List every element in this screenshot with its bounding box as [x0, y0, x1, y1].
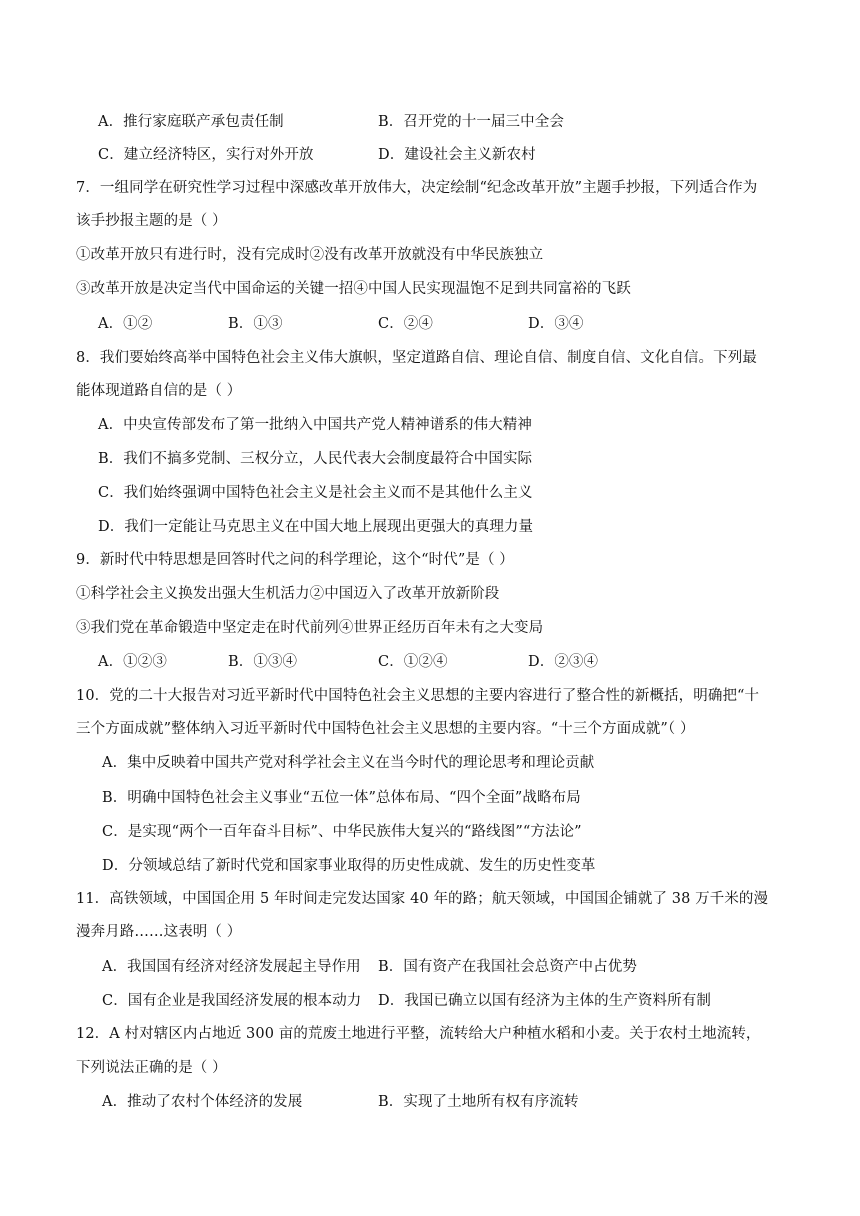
- q10-option-b: [76, 787, 796, 809]
- q11-option-d: D．我国已确立以国有经济为主体的生产资料所有制: [378, 993, 711, 1009]
- q9-statement-line-1: ①科学社会主义换发出强大生机活力②中国迈入了改革开放新阶段: [76, 586, 500, 602]
- q10-option-d: [76, 855, 796, 877]
- q12-option-b: B．实现了土地所有权有序流转: [378, 1094, 579, 1110]
- q8-stem-line-2: 能体现道路自信的是（ ）: [76, 383, 242, 399]
- q10-option-a-text: A．集中反映着中国共产党对科学社会主义在当今时代的理论思考和理论贡献: [102, 755, 595, 771]
- q9-option-c: C．①②④: [378, 654, 448, 670]
- q6-option-c: C．建立经济特区，实行对外开放: [98, 147, 314, 163]
- q7-option-a: A．①②: [98, 316, 153, 332]
- q6-option-d: D．建设社会主义新农村: [378, 147, 536, 163]
- q7-statement-line-2: ③改革开放是决定当代中国命运的关键一招④中国人民实现温饱不足到共同富裕的飞跃: [76, 281, 631, 297]
- q11-stem-line-2: 漫奔月路……这表明（ ）: [76, 924, 242, 940]
- q9-statement-line-2: ③我们党在革命锻造中坚定走在时代前列④世界正经历百年未有之大变局: [76, 620, 544, 636]
- q10-option-a: [76, 752, 796, 774]
- q9-option-b: B．①③④: [228, 654, 298, 670]
- q12-option-a: A．推动了农村个体经济的发展: [102, 1094, 303, 1110]
- q8-option-a: [76, 414, 796, 436]
- q8-stem-line-1: 8．我们要始终高举中国特色社会主义伟大旗帜，坚定道路自信、理论自信、制度自信、文化自信。下列最: [76, 350, 757, 366]
- q12-stem-line-1: 12．A 村对辖区内占地近 300 亩的荒废土地进行平整，流转给大户种植水稻和小麦。关于农村土地流转，: [76, 1026, 761, 1042]
- q10-option-b-text: B．明确中国特色社会主义事业“五位一体”总体布局、“四个全面”战略布局: [102, 790, 581, 806]
- q6-option-b: B．召开党的十一届三中全会: [378, 114, 564, 130]
- q12-stem-line-2: 下列说法正确的是（ ）: [76, 1060, 227, 1076]
- q8-option-d-text: D．我们一定能让马克思主义在中国大地上展现出更强大的真理力量: [98, 519, 534, 535]
- q10-option-d-text: D．分领域总结了新时代党和国家事业取得的历史性成就、发生的历史性变革: [102, 858, 596, 874]
- q9-stem-line-1: 9．新时代中特思想是回答时代之问的科学理论，这个“时代”是（ ）: [76, 552, 514, 568]
- q11-option-a: A．我国国有经济对经济发展起主导作用: [102, 959, 361, 975]
- q11-options-row-1: [76, 956, 796, 978]
- q8-option-a-text: A．中央宣传部发布了第一批纳入中国共产党人精神谱系的伟大精神: [98, 417, 532, 433]
- q9-option-a: A．①②③: [98, 654, 167, 670]
- q11-option-c: C．国有企业是我国经济发展的根本动力: [102, 993, 362, 1009]
- q6-options-row-1: [76, 111, 796, 133]
- q6-options-row-2: [76, 144, 796, 166]
- q8-option-b-text: B．我们不搞多党制、三权分立，人民代表大会制度最符合中国实际: [98, 451, 533, 467]
- q7-option-c: C．②④: [378, 316, 433, 332]
- q7-option-d: D．③④: [528, 316, 584, 332]
- q8-option-d: [76, 516, 796, 538]
- q10-stem-line-1: 10．党的二十大报告对习近平新时代中国特色社会主义思想的主要内容进行了整合性的新概括，明确把“十: [76, 688, 760, 704]
- q8-option-c: [76, 482, 796, 504]
- q7-statement-line-1: ①改革开放只有进行时，没有完成时②没有改革开放就没有中华民族独立: [76, 247, 544, 263]
- q7-option-b: B．①③: [228, 316, 283, 332]
- q6-option-a: A．推行家庭联产承包责任制: [98, 114, 284, 130]
- q10-option-c: [76, 821, 796, 843]
- q7-stem-line-1: 7．一组同学在研究性学习过程中深感改革开放伟大，决定绘制“纪念改革开放”主题手抄报，下列适合作为: [76, 180, 758, 196]
- q11-options-row-2: [76, 990, 796, 1012]
- q7-stem-line-2: 该手抄报主题的是（ ）: [76, 213, 227, 229]
- q12-options-row-1: [76, 1091, 796, 1113]
- q9-options-row: [76, 651, 796, 673]
- q10-option-c-text: C．是实现“两个一百年奋斗目标”、中华民族伟大复兴的“路线图”“方法论”: [102, 824, 582, 840]
- q10-stem-line-2: 三个方面成就”整体纳入习近平新时代中国特色社会主义思想的主要内容。“十三个方面成就”（ ）: [76, 721, 695, 737]
- q8-option-b: [76, 448, 796, 470]
- q11-stem-line-1: 11．高铁领域，中国国企用 5 年时间走完发达国家 40 年的路；航天领域，中国国企铺就了 38 万千米的漫: [76, 891, 769, 907]
- q7-options-row: [76, 313, 796, 335]
- q11-option-b: B．国有资产在我国社会总资产中占优势: [378, 959, 637, 975]
- q9-option-d: D．②③④: [528, 654, 599, 670]
- q8-option-c-text: C．我们始终强调中国特色社会主义是社会主义而不是其他什么主义: [98, 485, 533, 501]
